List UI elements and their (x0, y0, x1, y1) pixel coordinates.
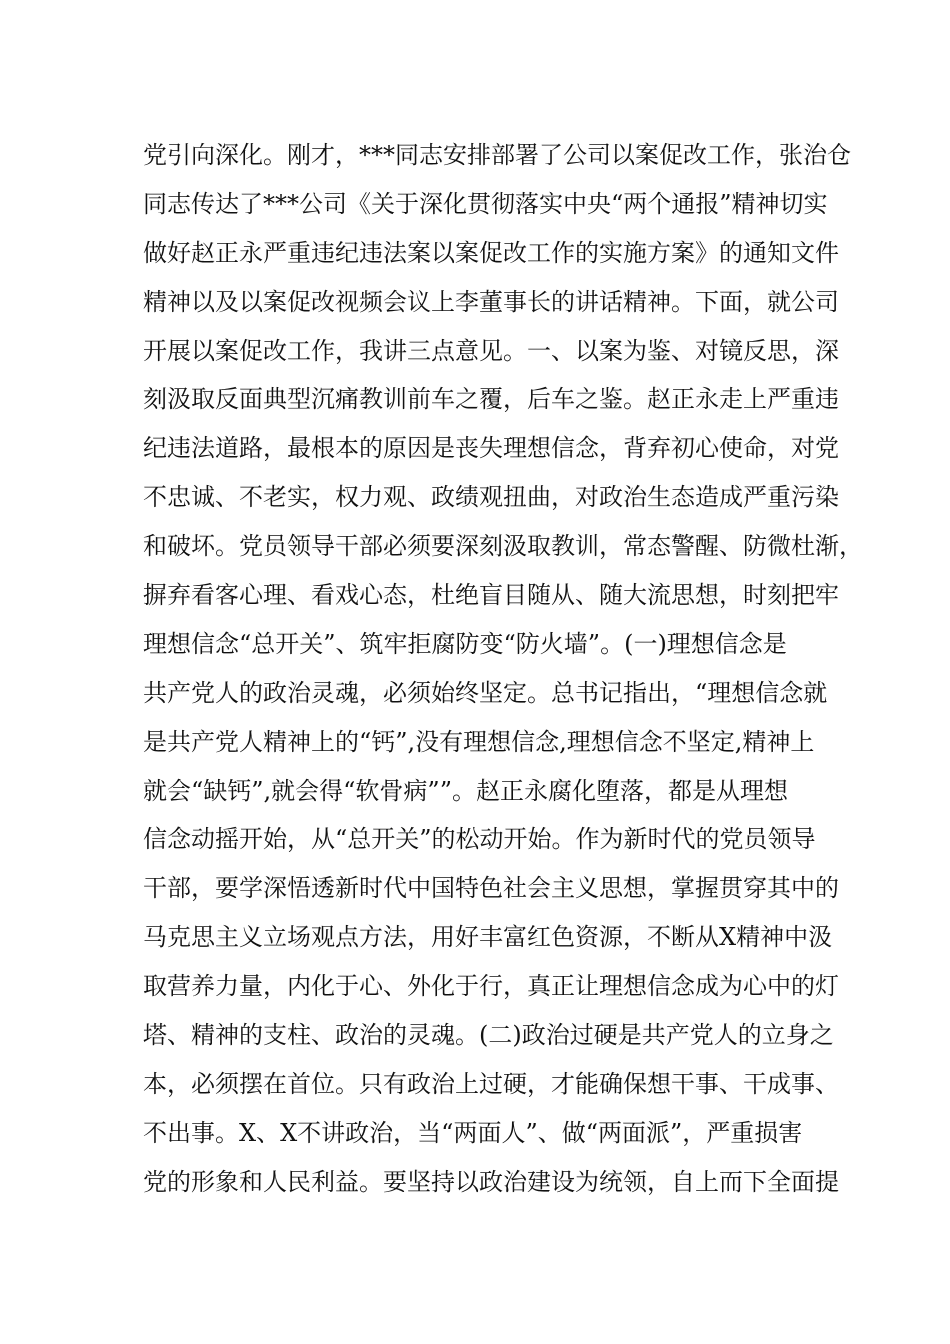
text-line: 同志传达了***公司《关于深化贯彻落实中央“两个通报”精神切实 (143, 189, 828, 218)
text-line: 本，必须摆在首位。只有政治上过硬，才能确保想干事、干成事、 (143, 1069, 839, 1098)
body-text (143, 131, 863, 1207)
text-line: 共产党人的政治灵魂，必须始终坚定。总书记指出，“理想信念就 (143, 678, 828, 707)
text-line: 就会“缺钙”,就会得“软骨病””。赵正永腐化堕落，都是从理想 (143, 776, 788, 805)
text-line: 不忠诚、不老实，权力观、政绩观扭曲，对政治生态造成严重污染 (143, 483, 839, 512)
text-line: 马克思主义立场观点方法，用好丰富红色资源，不断从X精神中汲 (143, 923, 833, 952)
text-line: 不出事。X、X不讲政治，当“两面人”、做“两面派”，严重损害 (143, 1118, 803, 1147)
text-line: 党的形象和人民利益。要坚持以政治建设为统领，自上而下全面提 (143, 1167, 839, 1196)
text-line: 摒弃看客心理、看戏心态，杜绝盲目随从、随大流思想，时刻把牢 (143, 581, 839, 610)
text-line: 和破坏。党员领导干部必须要深刻汲取教训，常态警醒、防微杜渐， (143, 532, 863, 561)
text-line: 干部，要学深悟透新时代中国特色社会主义思想，掌握贯穿其中的 (143, 874, 839, 903)
text-line: 刻汲取反面典型沉痛教训前车之覆，后车之鉴。赵正永走上严重违 (143, 385, 839, 414)
text-line: 纪违法道路，最根本的原因是丧失理想信念，背弃初心使命，对党 (143, 434, 839, 463)
text-line: 信念动摇开始，从“总开关”的松动开始。作为新时代的党员领导 (143, 825, 816, 854)
text-line: 党引向深化。刚才，***同志安排部署了公司以案促改工作，张治仓 (143, 141, 851, 169)
text-line: 开展以案促改工作，我讲三点意见。一、以案为鉴、对镜反思，深 (143, 336, 839, 365)
text-line: 塔、精神的支柱、政治的灵魂。(二)政治过硬是共产党人的立身之 (143, 1021, 834, 1050)
text-line: 取营养力量，内化于心、外化于行，真正让理想信念成为心中的灯 (143, 972, 839, 1001)
text-line: 是共产党人精神上的“钙”,没有理想信念,理想信念不坚定,精神上 (143, 727, 815, 756)
text-line: 做好赵正永严重违纪违法案以案促改工作的实施方案》的通知文件 (143, 238, 839, 267)
text-line: 精神以及以案促改视频会议上李董事长的讲话精神。下面，就公司 (143, 287, 839, 316)
text-line: 理想信念“总开关”、筑牢拒腐防变“防火墙”。(一)理想信念是 (143, 629, 787, 658)
